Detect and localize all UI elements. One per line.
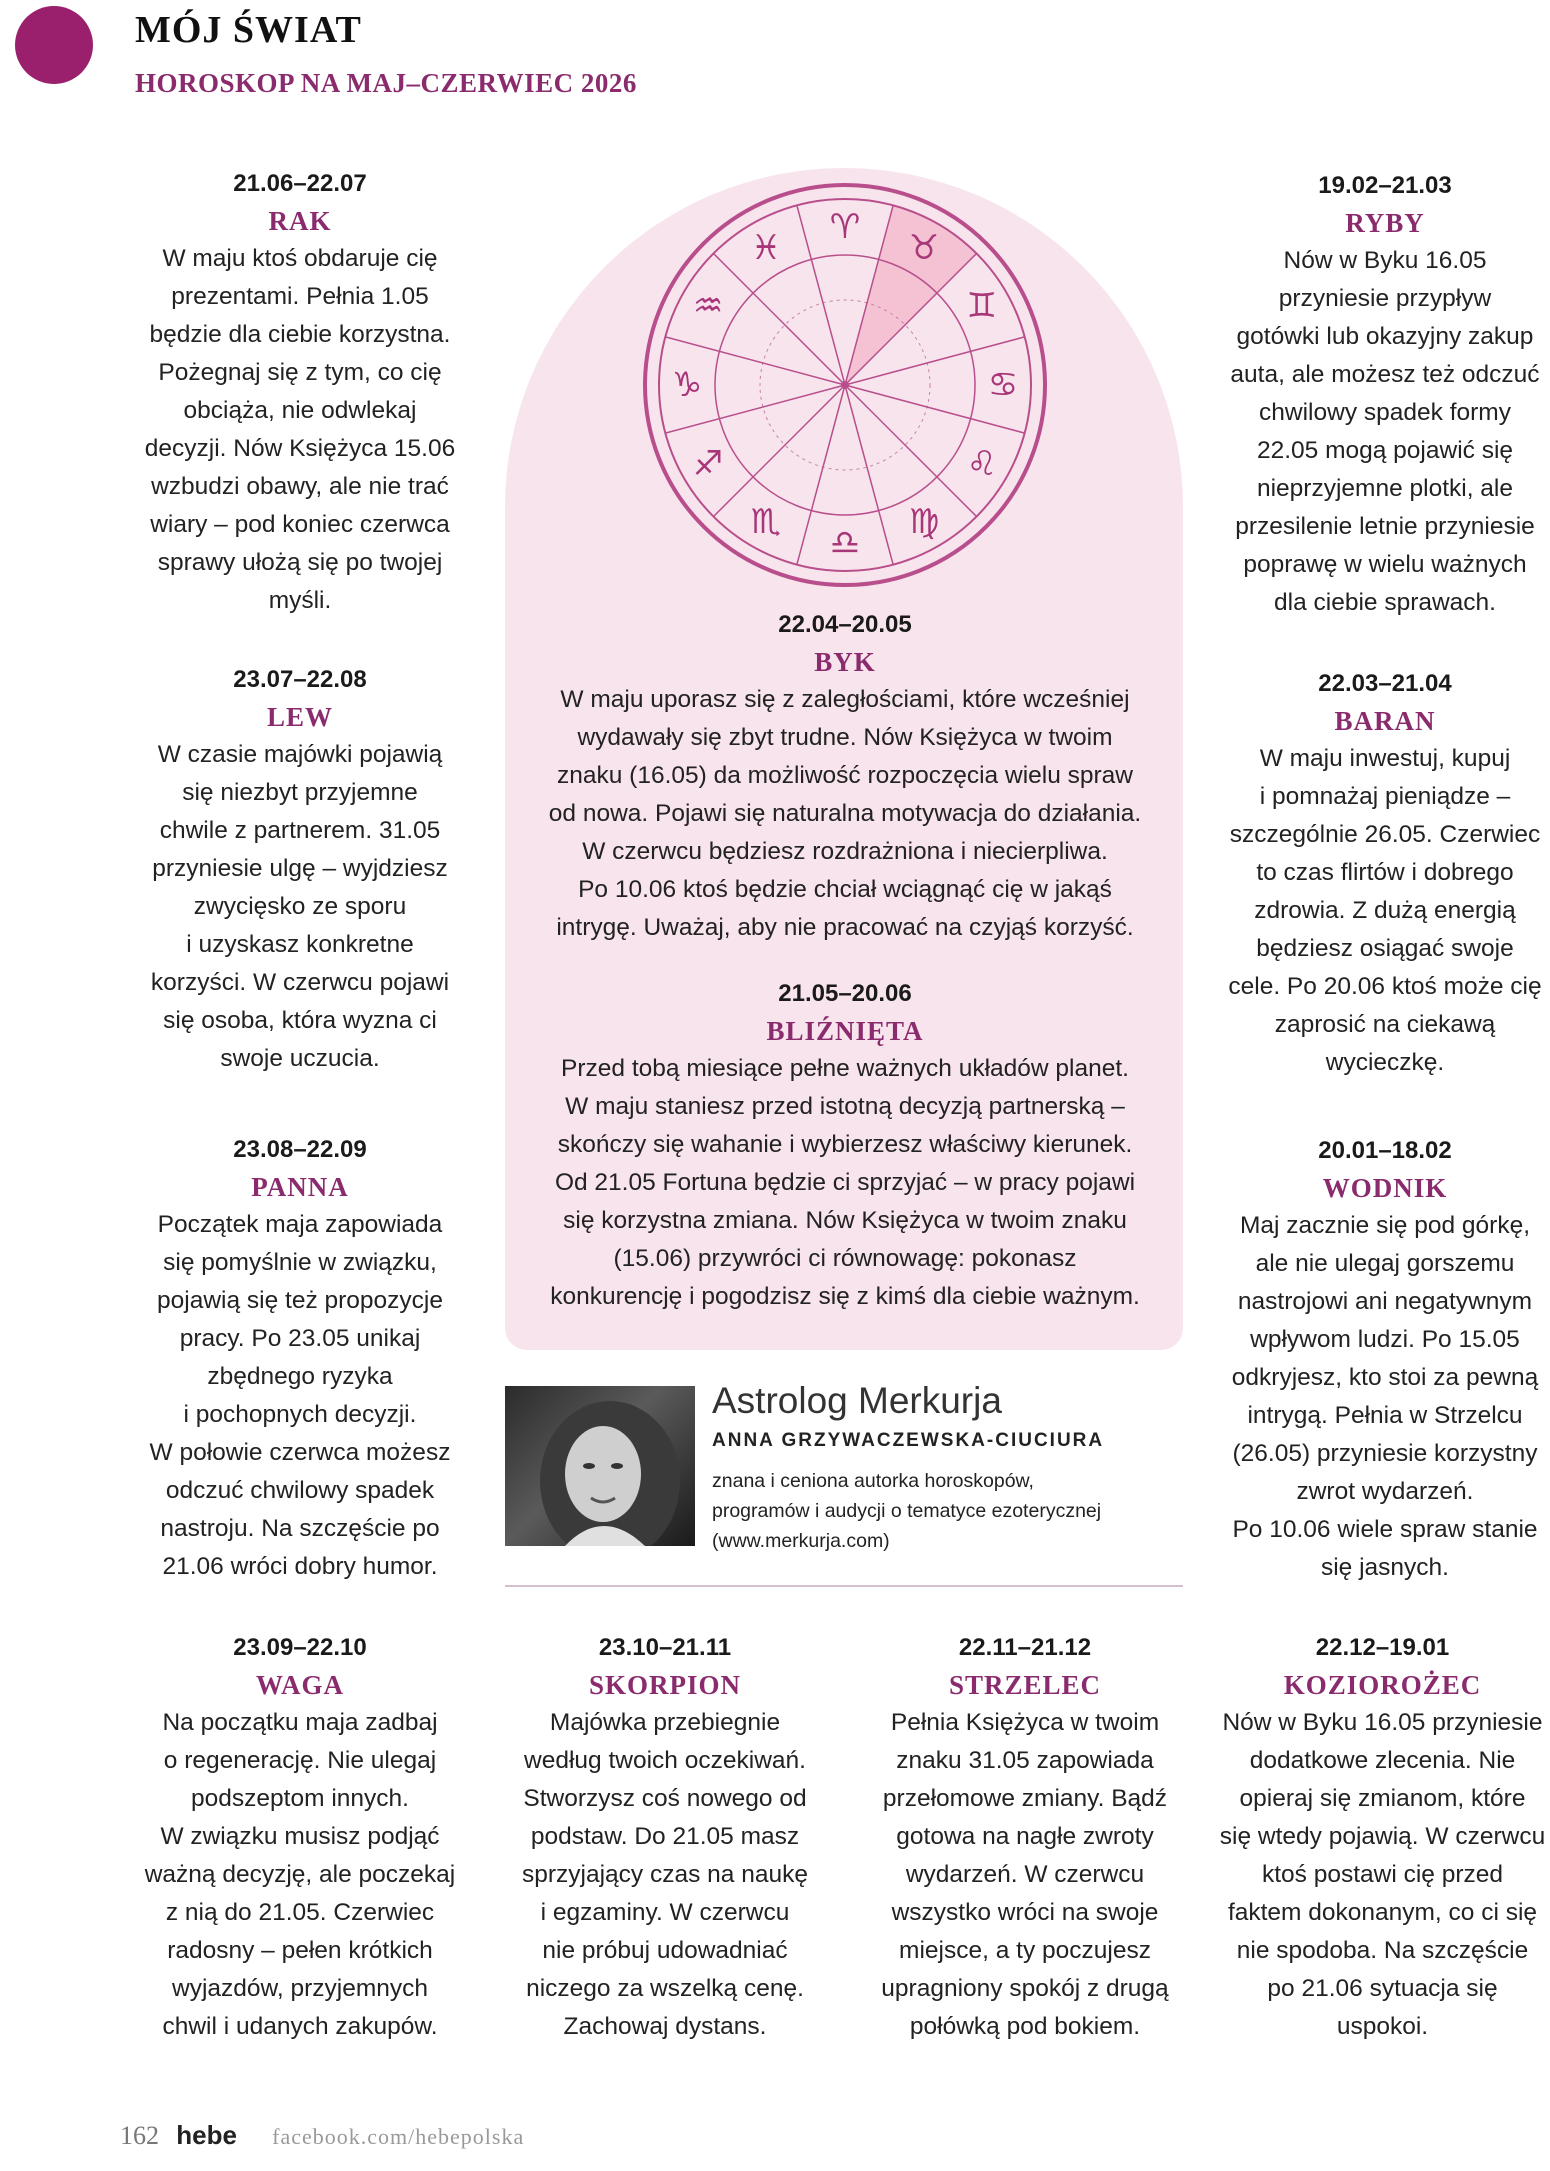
astrologer-desc — [712, 1466, 1182, 1556]
text-line: się pomyślnie w związku, — [163, 1249, 437, 1276]
sign-text — [1220, 242, 1550, 622]
text-line: Od 21.05 Fortuna będzie ci sprzyjać – w pracy pojawi — [554, 1169, 1136, 1196]
sign-text — [1220, 740, 1550, 1082]
aquarius-icon: ♒ — [692, 286, 724, 326]
sign-panna — [140, 1132, 460, 1586]
text-line: W maju inwestuj, kupuj — [1259, 745, 1511, 772]
text-line: zdrowia. Z dużą energią — [1254, 897, 1516, 924]
text-line: się korzystna zmiana. Nów Księżyca w twoim znaku — [563, 1207, 1127, 1234]
text-line: wzbudzi obawy, ale nie trać — [151, 473, 449, 500]
text-line: znaku 31.05 zapowiada — [896, 1747, 1154, 1774]
text-line: radosny – pełen krótkich — [167, 1937, 433, 1964]
text-line: dla ciebie sprawach. — [1274, 589, 1496, 616]
text-line: swoje uczucia. — [220, 1045, 380, 1072]
taurus-icon: ♉ — [908, 228, 940, 269]
text-line: i pochopnych decyzji. — [183, 1401, 417, 1428]
text-line: wszystko wróci na swoje — [891, 1899, 1159, 1926]
text-line: W połowie czerwca możesz — [149, 1439, 451, 1466]
text-line: to czas flirtów i dobrego — [1256, 859, 1514, 886]
section-dot — [15, 6, 93, 84]
aries-icon: ♈ — [829, 207, 861, 247]
text-line: chwile z partnerem. 31.05 — [159, 817, 441, 844]
sign-name: WODNIK — [1322, 1173, 1448, 1203]
cancer-icon: ♋ — [987, 365, 1019, 405]
text-line: W maju ktoś obdaruje cię — [162, 245, 438, 272]
text-line: intrygę. Uważaj, aby nie pracować na czyjąś korzyść. — [556, 914, 1134, 941]
sign-name: RYBY — [1345, 208, 1425, 238]
sign-text — [135, 1704, 465, 2046]
text-line: niczego za wszelką cenę. — [526, 1975, 804, 2002]
text-line: sprzyjający czas na naukę — [522, 1861, 808, 1888]
text-line: po 21.06 sytuacja się — [1267, 1975, 1498, 2002]
text-line: wydawały się zbyt trudne. Nów Księżyca w twoim — [577, 724, 1113, 751]
text-line: się osoba, która wyzna ci — [163, 1007, 437, 1034]
text-line: wydarzeń. W czerwcu — [905, 1861, 1145, 1888]
text-line: Majówka przebiegnie — [549, 1709, 781, 1736]
text-line: Nów w Byku 16.05 — [1283, 247, 1487, 274]
sign-text — [515, 1050, 1175, 1316]
text-line: W czasie majówki pojawią — [157, 741, 443, 768]
sign-name: PANNA — [251, 1172, 349, 1202]
capricorn-icon: ♑ — [671, 365, 703, 405]
text-line: Zachowaj dystans. — [563, 2013, 767, 2040]
text-line: odczuć chwilowy spadek — [165, 1477, 435, 1504]
text-line: odkryjesz, kto stoi za pewną — [1231, 1364, 1539, 1391]
text-line: podszeptom innych. — [191, 1785, 409, 1812]
text-line: według twoich oczekiwań. — [524, 1747, 806, 1774]
sign-rak — [140, 166, 460, 620]
text-line: zwrot wydarzeń. — [1296, 1478, 1474, 1505]
text-line: faktem dokonanym, co ci się — [1227, 1899, 1538, 1926]
text-line: przesilenie letnie przyniesie — [1235, 513, 1535, 540]
virgo-icon: ♍ — [908, 501, 940, 542]
text-line: ktoś postawi cię przed — [1261, 1861, 1504, 1888]
sign-dates: 22.11–21.12 — [958, 1634, 1092, 1661]
text-line: Nów w Byku 16.05 przyniesie — [1222, 1709, 1543, 1736]
text-line: zaprosić na ciekawą — [1274, 1011, 1496, 1038]
text-line: wpływom ludzi. Po 15.05 — [1250, 1326, 1520, 1353]
sign-text — [1220, 1207, 1550, 1587]
sign-dates: 20.01–18.02 — [1318, 1137, 1452, 1164]
text-line: W czerwcu będziesz rozdrażniona i niecierpliwa. — [582, 838, 1108, 865]
text-line: chwilowy spadek formy — [1259, 399, 1511, 426]
text-line: się jasnych. — [1320, 1554, 1449, 1581]
divider — [505, 1585, 1183, 1587]
sign-name: WAGA — [255, 1670, 344, 1700]
text-line: się wtedy pojawią. W czerwcu — [1219, 1823, 1546, 1850]
text-line: 22.05 mogą pojawić się — [1256, 437, 1514, 464]
text-line: sprawy ułożą się po twojej — [157, 549, 443, 576]
text-line: programów i audycji o tematyce ezoterycznej — [712, 1500, 1102, 1522]
sign-dates: 21.06–22.07 — [233, 170, 367, 197]
text-line: połówką pod bokiem. — [909, 2013, 1141, 2040]
text-line: wycieczkę. — [1325, 1049, 1445, 1076]
libra-icon: ♎ — [829, 523, 861, 563]
text-line: z nią do 21.05. Czerwiec — [165, 1899, 435, 1926]
text-line: 21.06 wróci dobry humor. — [162, 1553, 438, 1580]
text-line: przyniesie przypływ — [1278, 285, 1492, 312]
horoscope-subtitle: HOROSKOP NA MAJ–CZERWIEC 2026 — [135, 68, 637, 98]
pisces-icon: ♓ — [750, 228, 782, 269]
text-line: nastrojowi ani negatywnym — [1237, 1288, 1533, 1315]
sign-text — [140, 736, 460, 1078]
text-line: pracy. Po 23.05 unikaj — [179, 1325, 421, 1352]
text-line: (15.06) przywróci ci równowagę: pokonasz — [613, 1245, 1077, 1272]
text-line: Pełnia Księżyca w twoim — [890, 1709, 1160, 1736]
sign-baran — [1220, 666, 1550, 1082]
text-line: Po 10.06 wiele spraw stanie — [1232, 1516, 1538, 1543]
text-line: W maju staniesz przed istotną decyzją partnerską – — [565, 1093, 1125, 1120]
text-line: znaku (16.05) da możliwość rozpoczęcia wielu spraw — [556, 762, 1133, 789]
sign-dates: 23.10–21.11 — [598, 1634, 732, 1661]
text-line: przełomowe zmiany. Bądź — [882, 1785, 1168, 1812]
sign-dates: 23.07–22.08 — [233, 666, 367, 693]
text-line: gotówki lub okazyjny zakup — [1236, 323, 1534, 350]
text-line: prezentami. Pełnia 1.05 — [171, 283, 429, 310]
astrologer-title: Astrolog Merkurja — [712, 1380, 1002, 1421]
sign-wodnik — [1220, 1133, 1550, 1587]
sign-skorpion — [500, 1630, 830, 2046]
text-line: będziesz osiągać swoje — [1256, 935, 1514, 962]
astrologer-photo — [505, 1386, 695, 1546]
sign-strzelec — [860, 1630, 1190, 2046]
text-line: miejsce, a ty poczujesz — [899, 1937, 1151, 1964]
text-line: zbędnego ryzyka — [207, 1363, 393, 1390]
text-line: i pomnażaj pieniądze – — [1259, 783, 1511, 810]
text-line: będzie dla ciebie korzystna. — [149, 321, 451, 348]
sign-lew — [140, 662, 460, 1078]
text-line: od nowa. Pojawi się naturalna motywacja do działania. — [548, 800, 1142, 827]
sign-name: BARAN — [1334, 706, 1436, 736]
sagittarius-icon: ♐ — [692, 444, 724, 484]
text-line: (www.merkurja.com) — [712, 1530, 890, 1552]
sign-dates: 22.12–19.01 — [1315, 1634, 1450, 1661]
scorpio-icon: ♏ — [750, 501, 782, 542]
text-line: myśli. — [268, 587, 332, 614]
leo-icon: ♌ — [966, 444, 998, 484]
text-line: ale nie ulegaj gorszemu — [1255, 1250, 1515, 1277]
text-line: opieraj się zmianom, które — [1239, 1785, 1526, 1812]
text-line: (26.05) przyniesie korzystny — [1232, 1440, 1538, 1467]
text-line: upragniony spokój z drugą — [881, 1975, 1169, 2002]
text-line: pojawią się też propozycje — [157, 1287, 443, 1314]
facebook-link[interactable]: facebook.com/hebepolska — [272, 2124, 525, 2149]
text-line: Stworzysz coś nowego od — [523, 1785, 807, 1812]
sign-name: BYK — [814, 647, 876, 677]
sign-text — [140, 240, 460, 620]
sign-byk — [515, 607, 1175, 947]
sign-ryby — [1220, 168, 1550, 622]
text-line: dodatkowe zlecenia. Nie — [1249, 1747, 1516, 1774]
text-line: poprawę w wielu ważnych — [1243, 551, 1527, 578]
text-line: przyniesie ulgę – wyjdziesz — [152, 855, 448, 882]
text-line: skończy się wahanie i wybierzesz właściwy kierunek. — [557, 1131, 1133, 1158]
sign-text — [860, 1704, 1190, 2046]
sign-name: BLIŹNIĘTA — [766, 1016, 924, 1046]
sign-dates: 23.08–22.09 — [233, 1136, 367, 1163]
text-line: i uzyskasz konkretne — [186, 931, 414, 958]
page-footer — [120, 2120, 524, 2151]
sign-name: STRZELEC — [948, 1670, 1102, 1700]
sign-dates: 21.05–20.06 — [778, 980, 912, 1007]
text-line: się niezbyt przyjemne — [182, 779, 418, 806]
text-line: Maj zacznie się pod górkę, — [1239, 1212, 1531, 1239]
text-line: Przed tobą miesiące pełne ważnych układów planet. — [561, 1055, 1129, 1082]
text-line: o regenerację. Nie ulegaj — [163, 1747, 437, 1774]
text-line: uspokoi. — [1336, 2013, 1429, 2040]
text-line: nieprzyjemne plotki, ale — [1256, 475, 1514, 502]
sign-text — [1215, 1704, 1550, 2046]
section-title: MÓJ ŚWIAT — [135, 9, 362, 51]
sign-name: KOZIOROŻEC — [1283, 1670, 1482, 1700]
text-line: zwycięsko ze sporu — [193, 893, 407, 920]
text-line: korzyści. W czerwcu pojawi — [150, 969, 450, 996]
sign-text — [140, 1206, 460, 1586]
text-line: ważną decyzję, ale poczekaj — [144, 1861, 456, 1888]
sign-text — [515, 681, 1175, 947]
text-line: decyzji. Nów Księżyca 15.06 — [144, 435, 456, 462]
text-line: nie spodoba. Na szczęście — [1236, 1937, 1529, 1964]
text-line: nie próbuj udowadniać — [542, 1937, 788, 1964]
text-line: znana i ceniona autorka horoskopów, — [712, 1470, 1034, 1492]
text-line: obciąża, nie odwlekaj — [183, 397, 417, 424]
text-line: W maju uporasz się z zaległościami, które wcześniej — [560, 686, 1130, 713]
page-number: 162 — [120, 2121, 159, 2150]
text-line: W związku musisz podjąć — [160, 1823, 440, 1850]
text-line: Początek maja zapowiada — [157, 1211, 443, 1238]
text-line: Na początku maja zadbaj — [162, 1709, 438, 1736]
text-line: Po 10.06 ktoś będzie chciał wciągnąć cię w jakąś — [578, 876, 1112, 903]
text-line: nastroju. Na szczęście po — [160, 1515, 440, 1542]
brand-logo: hebe — [176, 2120, 237, 2150]
sign-name: SKORPION — [588, 1670, 742, 1700]
text-line: wiary – pod koniec czerwca — [150, 511, 450, 538]
sign-waga — [135, 1630, 465, 2046]
text-line: Pożegnaj się z tym, co cię — [158, 359, 442, 386]
sign-name: LEW — [266, 702, 334, 732]
zodiac-wheel — [640, 180, 1050, 590]
text-line: cele. Po 20.06 ktoś może cię — [1228, 973, 1542, 1000]
sign-dates: 23.09–22.10 — [233, 1634, 367, 1661]
text-line: wyjazdów, przyjemnych — [172, 1975, 428, 2002]
sign-blizneta — [515, 976, 1175, 1316]
text-line: konkurencję i pogodzisz się z kimś dla ciebie ważnym. — [550, 1283, 1140, 1310]
sign-dates: 19.02–21.03 — [1318, 172, 1452, 199]
astrologer-name: ANNA GRZYWACZEWSKA-CIUCIURA — [712, 1430, 1105, 1451]
gemini-icon: ♊ — [966, 286, 998, 326]
text-line: gotowa na nagłe zwroty — [896, 1823, 1154, 1850]
text-line: chwil i udanych zakupów. — [162, 2013, 438, 2040]
text-line: szczególnie 26.05. Czerwiec — [1229, 821, 1541, 848]
sign-dates: 22.04–20.05 — [778, 611, 912, 638]
sign-text — [500, 1704, 830, 2046]
sign-dates: 22.03–21.04 — [1318, 670, 1452, 697]
sign-koziorozec — [1215, 1630, 1550, 2046]
text-line: intrygą. Pełnia w Strzelcu — [1247, 1402, 1523, 1429]
sign-name: RAK — [268, 206, 332, 236]
text-line: podstaw. Do 21.05 masz — [530, 1823, 800, 1850]
text-line: i egzaminy. W czerwcu — [540, 1899, 790, 1926]
text-line: auta, ale możesz też odczuć — [1230, 361, 1540, 388]
